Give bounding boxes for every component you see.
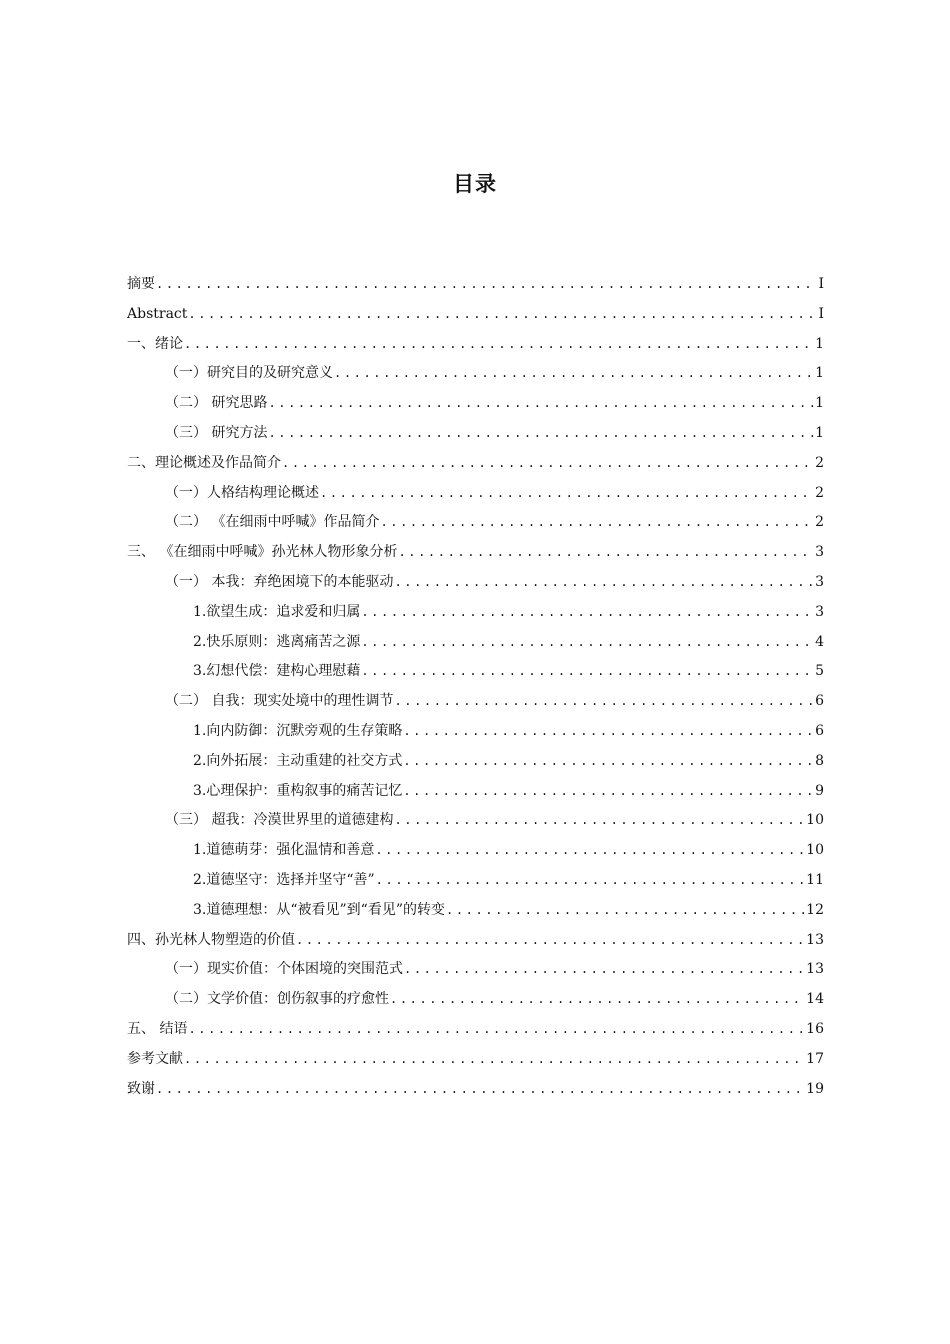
toc-entry-label: 3.幻想代偿：建构心理慰藉 — [193, 663, 361, 680]
toc-entry-label: 1.向内防御：沉默旁观的生存策略 — [193, 722, 403, 739]
toc-dot-leader — [398, 538, 814, 568]
toc-dot-leader — [156, 1075, 805, 1105]
toc-entry-subsection[interactable] — [127, 598, 824, 628]
toc-entry-label: （二） 自我：现实处境中的理性调节 — [165, 693, 394, 710]
toc-page-number: 3 — [815, 603, 824, 620]
page-title: 目录 — [453, 172, 497, 196]
toc-entry-abstract-en[interactable] — [127, 300, 824, 330]
toc-page-number: 10 — [806, 842, 824, 859]
toc-page-number: 6 — [815, 722, 824, 739]
toc-page-number: 19 — [806, 1080, 824, 1097]
toc-entry-subsection[interactable] — [127, 628, 824, 658]
toc-dot-leader — [320, 479, 814, 509]
toc-entry-chapter-3[interactable] — [127, 538, 824, 568]
toc-page-number: 8 — [815, 752, 824, 769]
toc-entry-section[interactable] — [127, 687, 824, 717]
toc-dot-leader — [376, 866, 806, 896]
toc-entry-label: 致谢 — [127, 1080, 155, 1097]
toc-dot-leader — [296, 926, 805, 956]
table-of-contents — [127, 270, 824, 1104]
toc-entry-label: 1.道德萌芽：强化温情和善意 — [193, 842, 375, 859]
toc-page-number: 16 — [806, 1020, 824, 1037]
toc-page-number: 5 — [815, 663, 824, 680]
toc-page-number: 3 — [815, 573, 824, 590]
toc-page-number: 1 — [815, 395, 824, 412]
toc-entry-chapter-4[interactable] — [127, 926, 824, 956]
toc-page-number: 14 — [806, 991, 824, 1008]
toc-entry-subsection[interactable] — [127, 866, 824, 896]
toc-entry-section[interactable] — [127, 955, 824, 985]
toc-dot-leader — [394, 568, 814, 598]
toc-entry-section[interactable] — [127, 568, 824, 598]
toc-entry-label: （二）文学价值：创伤叙事的疗愈性 — [165, 991, 389, 1008]
toc-entry-label: 2.向外拓展：主动重建的社交方式 — [193, 752, 403, 769]
toc-entry-label: （一）人格结构理论概述 — [165, 484, 319, 501]
toc-entry-section[interactable] — [127, 359, 824, 389]
toc-entry-label: （二） 《在细雨中呼喊》作品简介 — [165, 514, 380, 531]
toc-entry-label: 参考文献 — [127, 1050, 183, 1067]
toc-entry-section[interactable] — [127, 985, 824, 1015]
toc-dot-leader — [394, 806, 805, 836]
toc-entry-label: Abstract — [127, 305, 188, 322]
toc-page-number: 13 — [806, 931, 824, 948]
toc-entry-label: 摘要 — [127, 276, 155, 292]
toc-entry-label: 一、绪论 — [127, 335, 183, 352]
toc-page-number: 1 — [815, 365, 824, 382]
toc-entry-label: （一） 本我：弃绝困境下的本能驱动 — [165, 573, 394, 590]
toc-dot-leader — [446, 896, 805, 926]
toc-entry-label: 3.心理保护：重构叙事的痛苦记忆 — [193, 782, 403, 799]
toc-dot-leader — [380, 508, 814, 538]
toc-dot-leader — [184, 330, 814, 360]
toc-entry-acknowledgements[interactable] — [127, 1075, 824, 1105]
toc-dot-leader — [403, 747, 814, 777]
toc-entry-label: （三） 超我：冷漠世界里的道德建构 — [165, 812, 394, 829]
toc-entry-label: 三、 《在细雨中呼喊》孙光林人物形象分析 — [127, 544, 398, 561]
toc-entry-subsection[interactable] — [127, 896, 824, 926]
toc-entry-section[interactable] — [127, 419, 824, 449]
toc-entry-label: 2.快乐原则：逃离痛苦之源 — [193, 633, 361, 650]
toc-dot-leader — [403, 717, 814, 747]
toc-entry-label: 2.道德坚守：选择并坚守“善” — [193, 871, 375, 888]
toc-dot-leader — [188, 1015, 805, 1045]
toc-page-number: 10 — [806, 812, 824, 829]
toc-page-number: 4 — [815, 633, 824, 650]
toc-dot-leader — [390, 985, 805, 1015]
toc-dot-leader — [282, 449, 814, 479]
toc-entry-chapter-2[interactable] — [127, 449, 824, 479]
toc-entry-label: （一）现实价值：个体困境的突围范式 — [165, 961, 403, 978]
toc-page-number: 13 — [806, 961, 824, 978]
toc-page-number: 6 — [815, 693, 824, 710]
toc-entry-chapter-1[interactable] — [127, 330, 824, 360]
toc-entry-conclusion[interactable] — [127, 1015, 824, 1045]
toc-entry-subsection[interactable] — [127, 717, 824, 747]
toc-entry-subsection[interactable] — [127, 836, 824, 866]
toc-page-number: 1 — [815, 424, 824, 441]
toc-page-number: 11 — [806, 871, 824, 888]
toc-dot-leader — [268, 419, 814, 449]
toc-entry-subsection[interactable] — [127, 777, 824, 807]
toc-page-number: 12 — [806, 901, 824, 918]
toc-page-number: 2 — [815, 514, 824, 531]
toc-entry-label: 二、理论概述及作品简介 — [127, 454, 281, 471]
toc-dot-leader — [268, 389, 814, 419]
toc-entry-label: 3.道德理想：从“被看见”到“看见”的转变 — [193, 901, 445, 918]
toc-entry-label: （一）研究目的及研究意义 — [165, 365, 333, 382]
toc-entry-references[interactable] — [127, 1045, 824, 1075]
toc-entry-section[interactable] — [127, 508, 824, 538]
toc-dot-leader — [394, 687, 814, 717]
toc-page-number: 2 — [815, 484, 824, 501]
toc-entry-section[interactable] — [127, 389, 824, 419]
toc-entry-section[interactable] — [127, 479, 824, 509]
toc-dot-leader — [334, 359, 814, 389]
toc-entry-abstract-cn[interactable] — [127, 270, 824, 300]
toc-dot-leader — [361, 598, 814, 628]
toc-entry-label: （三） 研究方法 — [165, 424, 268, 441]
toc-entry-subsection[interactable] — [127, 657, 824, 687]
toc-page-number: 2 — [815, 454, 824, 471]
toc-dot-leader — [361, 628, 814, 658]
toc-dot-leader — [404, 955, 805, 985]
toc-entry-label: 1.欲望生成：追求爱和归属 — [193, 603, 361, 620]
toc-dot-leader — [184, 1045, 805, 1075]
toc-entry-subsection[interactable] — [127, 747, 824, 777]
toc-dot-leader — [403, 777, 814, 807]
toc-dot-leader — [156, 270, 817, 300]
toc-page-number: I — [818, 276, 824, 292]
toc-dot-leader — [375, 836, 805, 866]
toc-page-number: 17 — [806, 1050, 824, 1067]
toc-page-number: I — [818, 305, 824, 322]
toc-page-number: 3 — [815, 544, 824, 561]
toc-entry-label: （二） 研究思路 — [165, 395, 268, 412]
toc-page-number: 9 — [815, 782, 824, 799]
toc-entry-label: 五、 结语 — [127, 1020, 188, 1037]
toc-entry-label: 四、孙光林人物塑造的价值 — [127, 931, 295, 948]
toc-page-number: 1 — [815, 335, 824, 352]
toc-entry-section[interactable] — [127, 806, 824, 836]
toc-dot-leader — [361, 657, 814, 687]
toc-dot-leader — [188, 300, 817, 330]
